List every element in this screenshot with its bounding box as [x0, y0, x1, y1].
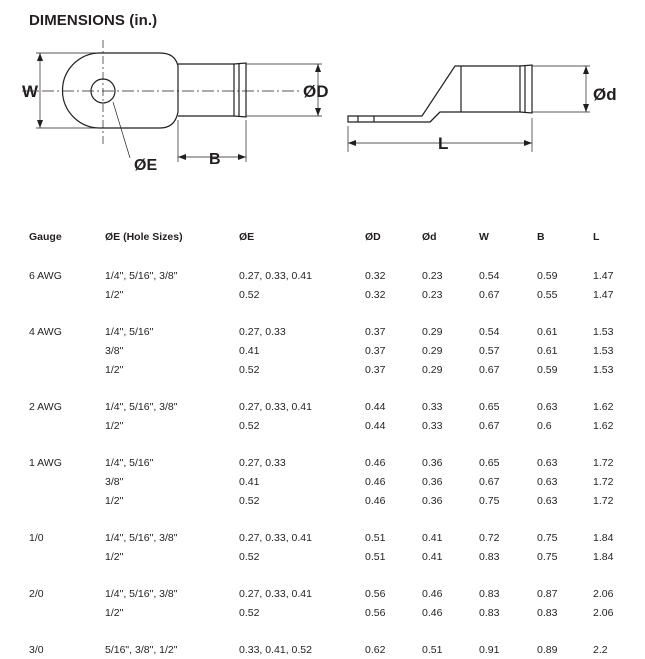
- od-cell: 0.51: [365, 531, 386, 544]
- w-cell: 0.67: [479, 288, 500, 301]
- gauge-cell: 1/0: [29, 531, 44, 544]
- oe-cell: 0.52: [239, 550, 260, 563]
- b-cell: 0.6: [537, 419, 552, 432]
- l-cell: 1.62: [593, 419, 614, 432]
- od-small-cell: 0.29: [422, 325, 443, 338]
- hole-sizes-cell: 1/4", 5/16", 3/8": [105, 269, 178, 282]
- w-cell: 0.65: [479, 456, 500, 469]
- od-small-cell: 0.51: [422, 643, 443, 656]
- gauge-cell: 3/0: [29, 643, 44, 656]
- table-row: [29, 341, 633, 360]
- table-row: [29, 285, 633, 304]
- b-cell: 0.75: [537, 531, 558, 544]
- l-cell: 1.84: [593, 531, 614, 544]
- w-cell: 0.72: [479, 531, 500, 544]
- b-label: B: [209, 151, 221, 168]
- lug-top-outline: [63, 53, 179, 128]
- hole-sizes-cell: 1/2": [105, 550, 124, 563]
- l-cell: 2.06: [593, 587, 614, 600]
- table-row: [29, 360, 633, 379]
- header-b: B: [537, 231, 545, 243]
- hole-sizes-cell: 1/2": [105, 606, 124, 619]
- od-small-cell: 0.46: [422, 606, 443, 619]
- od-cell: 0.56: [365, 587, 386, 600]
- od-cell: 0.44: [365, 419, 386, 432]
- l-cell: 1.72: [593, 456, 614, 469]
- gauge-cell: [29, 491, 105, 510]
- l-cell: 1.53: [593, 325, 614, 338]
- l-cell: 1.84: [593, 550, 614, 563]
- w-cell: 0.75: [479, 494, 500, 507]
- gauge-cell: [29, 416, 105, 435]
- w-cell: 0.54: [479, 325, 500, 338]
- b-cell: 0.89: [537, 643, 558, 656]
- oe-cell: 0.27, 0.33, 0.41: [239, 587, 312, 600]
- l-cell: 1.62: [593, 400, 614, 413]
- group-spacer: [29, 510, 633, 528]
- hole-sizes-cell: 1/2": [105, 288, 124, 301]
- table-header-row: [29, 226, 633, 248]
- w-label: W: [22, 82, 39, 101]
- gauge-cell: [29, 360, 105, 379]
- w-cell: 0.57: [479, 344, 500, 357]
- w-cell: 0.65: [479, 400, 500, 413]
- w-cell: 0.67: [479, 363, 500, 376]
- b-cell: 0.63: [537, 400, 558, 413]
- hole-sizes-cell: 1/4", 5/16", 3/8": [105, 400, 178, 413]
- od-small-cell: 0.29: [422, 344, 443, 357]
- gauge-cell: [29, 341, 105, 360]
- table-row: [29, 584, 633, 603]
- header-oe: ØE: [239, 231, 255, 243]
- gauge-cell: [29, 603, 105, 622]
- hole-sizes-cell: 5/16", 3/8", 1/2": [105, 643, 178, 656]
- b-cell: 0.61: [537, 325, 558, 338]
- od-cell: 0.32: [365, 288, 386, 301]
- hole-sizes-cell: 1/4", 5/16": [105, 456, 154, 469]
- b-cell: 0.61: [537, 344, 558, 357]
- od-small-cell: 0.36: [422, 456, 443, 469]
- w-cell: 0.83: [479, 606, 500, 619]
- group-spacer: [29, 304, 633, 322]
- gauge-cell: 1 AWG: [29, 456, 62, 469]
- oe-cell: 0.41: [239, 344, 260, 357]
- hole-sizes-cell: 1/2": [105, 494, 124, 507]
- header-gauge: Gauge: [29, 231, 62, 243]
- hole-sizes-cell: 1/4", 5/16", 3/8": [105, 587, 178, 600]
- table-row: [29, 547, 633, 566]
- oe-cell: 0.27, 0.33, 0.41: [239, 400, 312, 413]
- lug-side-outline: [348, 66, 520, 122]
- w-cell: 0.83: [479, 587, 500, 600]
- od-cell: 0.51: [365, 550, 386, 563]
- w-cell: 0.67: [479, 475, 500, 488]
- l-label: L: [438, 134, 449, 153]
- table-row: [29, 266, 633, 285]
- od-cell: 0.37: [365, 325, 386, 338]
- od-small-cell: 0.33: [422, 419, 443, 432]
- hole-sizes-cell: 1/4", 5/16": [105, 325, 154, 338]
- header-hole-sizes: ØE (Hole Sizes): [105, 231, 183, 243]
- od-small-label: Ød: [593, 85, 617, 104]
- od-cell: 0.44: [365, 400, 386, 413]
- group-spacer: [29, 566, 633, 584]
- oe-cell: 0.33, 0.41, 0.52: [239, 643, 312, 656]
- side-barrel-end: [520, 65, 532, 113]
- od-cell: 0.46: [365, 494, 386, 507]
- oe-cell: 0.27, 0.33: [239, 456, 286, 469]
- hole-sizes-cell: 3/8": [105, 475, 124, 488]
- hole-sizes-cell: 1/2": [105, 419, 124, 432]
- hole-sizes-cell: 1/2": [105, 363, 124, 376]
- od-small-cell: 0.36: [422, 475, 443, 488]
- l-cell: 1.47: [593, 288, 614, 301]
- od-label: ØD: [303, 82, 329, 101]
- hole-sizes-cell: 1/4", 5/16", 3/8": [105, 531, 178, 544]
- oe-cell: 0.52: [239, 288, 260, 301]
- b-cell: 0.87: [537, 587, 558, 600]
- oe-cell: 0.52: [239, 494, 260, 507]
- od-cell: 0.62: [365, 643, 386, 656]
- oe-cell: 0.27, 0.33: [239, 325, 286, 338]
- oe-cell: 0.41: [239, 475, 260, 488]
- group-spacer: [29, 435, 633, 453]
- b-cell: 0.83: [537, 606, 558, 619]
- b-cell: 0.63: [537, 456, 558, 469]
- table-row: [29, 491, 633, 510]
- od-small-cell: 0.33: [422, 400, 443, 413]
- b-cell: 0.63: [537, 475, 558, 488]
- group-spacer: [29, 248, 633, 266]
- w-cell: 0.91: [479, 643, 500, 656]
- w-cell: 0.83: [479, 550, 500, 563]
- gauge-cell: [29, 285, 105, 304]
- od-small-cell: 0.36: [422, 494, 443, 507]
- gauge-cell: 2/0: [29, 587, 44, 600]
- od-small-cell: 0.23: [422, 269, 443, 282]
- page-title: DIMENSIONS (in.): [29, 12, 158, 29]
- header-w: W: [479, 231, 489, 243]
- l-cell: 1.53: [593, 363, 614, 376]
- b-cell: 0.59: [537, 363, 558, 376]
- oe-label: ØE: [134, 157, 158, 174]
- oe-cell: 0.52: [239, 606, 260, 619]
- od-cell: 0.37: [365, 344, 386, 357]
- w-cell: 0.67: [479, 419, 500, 432]
- od-small-cell: 0.41: [422, 550, 443, 563]
- header-l: L: [593, 231, 600, 243]
- barrel-end: [234, 63, 246, 117]
- header-od: ØD: [365, 231, 381, 243]
- od-cell: 0.46: [365, 456, 386, 469]
- table-row: [29, 472, 633, 491]
- table-row: [29, 603, 633, 622]
- oe-cell: 0.52: [239, 419, 260, 432]
- gauge-cell: 2 AWG: [29, 400, 62, 413]
- b-cell: 0.55: [537, 288, 558, 301]
- table-row: [29, 397, 633, 416]
- table-row: [29, 640, 633, 659]
- od-cell: 0.37: [365, 363, 386, 376]
- b-cell: 0.75: [537, 550, 558, 563]
- table-row: [29, 528, 633, 547]
- gauge-cell: [29, 472, 105, 491]
- gauge-cell: [29, 547, 105, 566]
- od-small-cell: 0.29: [422, 363, 443, 376]
- od-small-cell: 0.46: [422, 587, 443, 600]
- b-cell: 0.63: [537, 494, 558, 507]
- l-cell: 1.53: [593, 344, 614, 357]
- od-cell: 0.56: [365, 606, 386, 619]
- hole-sizes-cell: 3/8": [105, 344, 124, 357]
- gauge-cell: 4 AWG: [29, 325, 62, 338]
- od-cell: 0.46: [365, 475, 386, 488]
- oe-cell: 0.52: [239, 363, 260, 376]
- group-spacer: [29, 622, 633, 640]
- w-cell: 0.54: [479, 269, 500, 282]
- od-small-cell: 0.41: [422, 531, 443, 544]
- l-cell: 2.06: [593, 606, 614, 619]
- l-cell: 1.47: [593, 269, 614, 282]
- oe-cell: 0.27, 0.33, 0.41: [239, 269, 312, 282]
- b-cell: 0.59: [537, 269, 558, 282]
- od-cell: 0.32: [365, 269, 386, 282]
- group-spacer: [29, 379, 633, 397]
- table-row: [29, 453, 633, 472]
- table-row: [29, 416, 633, 435]
- header-od-small: Ød: [422, 231, 437, 243]
- gauge-cell: 6 AWG: [29, 269, 62, 282]
- l-cell: 1.72: [593, 475, 614, 488]
- l-cell: 1.72: [593, 494, 614, 507]
- oe-cell: 0.27, 0.33, 0.41: [239, 531, 312, 544]
- table-row: [29, 322, 633, 341]
- od-small-cell: 0.23: [422, 288, 443, 301]
- l-cell: 2.2: [593, 643, 608, 656]
- dimensions-table: [29, 226, 633, 659]
- lug-dimension-diagram: [0, 0, 645, 210]
